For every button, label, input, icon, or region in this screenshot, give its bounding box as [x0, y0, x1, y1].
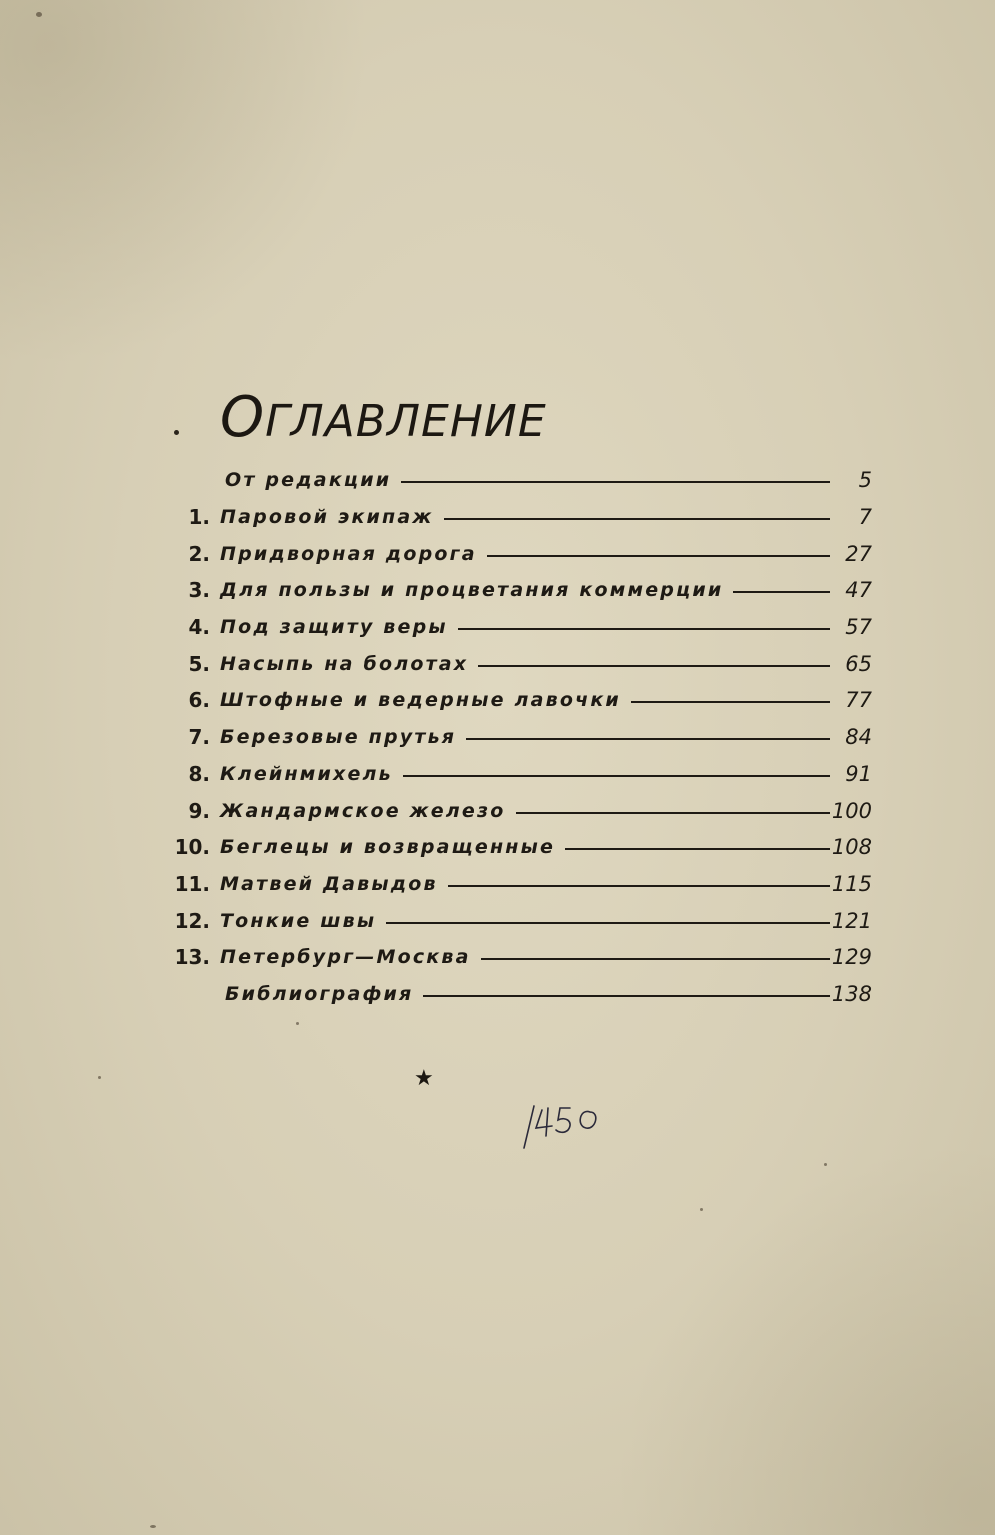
toc-leader-line — [444, 518, 830, 520]
toc-entry — [160, 902, 880, 939]
toc-entry-page: 47 — [845, 578, 872, 603]
toc-leader-line — [403, 775, 830, 777]
toc-entry-page: 7 — [858, 505, 872, 530]
toc-leader-line — [448, 885, 830, 887]
toc-entry — [160, 756, 880, 793]
toc-entry — [160, 976, 880, 1013]
star-ornament: ★ — [414, 1066, 434, 1091]
toc-entry-title: Клейнмихель — [220, 762, 393, 785]
paper-speck — [700, 1208, 703, 1211]
toc-entry-page: 84 — [845, 725, 872, 750]
toc-entry-number: 6. — [188, 688, 210, 713]
toc-entry-page: 121 — [831, 908, 872, 933]
toc-entry-title: Под защиту веры — [220, 616, 448, 639]
toc-entry-number: 1. — [188, 505, 210, 530]
toc-entry — [160, 792, 880, 829]
toc-entry-number: 7. — [188, 725, 210, 750]
toc-entry-number: 8. — [188, 761, 210, 786]
heading-rest: ГЛАВЛЕНИЕ — [265, 396, 547, 447]
toc-entry-title: Петербург—Москва — [220, 946, 471, 969]
toc-entry-page: 91 — [845, 761, 872, 786]
paper-speck — [824, 1163, 827, 1166]
toc-entry-page: 65 — [845, 651, 872, 676]
toc-entry-page: 138 — [831, 981, 872, 1006]
paper-speck — [296, 1022, 299, 1025]
toc-entry — [160, 535, 880, 572]
toc-entry — [160, 499, 880, 536]
toc-entry-title: Штофные и ведерные лавочки — [220, 689, 621, 712]
toc-leader-line — [423, 995, 830, 997]
toc-entry-number: 10. — [174, 835, 210, 860]
table-of-contents — [160, 462, 880, 1012]
toc-leader-line — [487, 555, 830, 557]
toc-entry-title: Жандармское железо — [220, 799, 506, 822]
toc-entry-title: Матвей Давыдов — [220, 872, 438, 895]
toc-entry-title: Для пользы и процветания коммерции — [220, 579, 724, 602]
toc-entry-title: От редакции — [225, 469, 392, 492]
toc-leader-line — [466, 738, 830, 740]
toc-entry-page: 100 — [831, 798, 872, 823]
paper-speck — [36, 12, 42, 17]
toc-entry-number: 3. — [188, 578, 210, 603]
toc-leader-line — [631, 701, 830, 703]
toc-entry-title: Березовые прутья — [220, 726, 457, 749]
toc-entry-number: 11. — [174, 871, 210, 896]
toc-leader-line — [401, 481, 830, 483]
toc-entry — [160, 682, 880, 719]
toc-entry-title: Беглецы и возвращенные — [220, 836, 556, 859]
toc-entry — [160, 829, 880, 866]
toc-leader-line — [478, 665, 830, 667]
toc-entry-number: 4. — [188, 615, 210, 640]
toc-entry — [160, 719, 880, 756]
toc-leader-line — [458, 628, 830, 630]
toc-entry-page: 27 — [845, 541, 872, 566]
heading-initial: О — [220, 385, 266, 450]
toc-entry-title: Насыпь на болотах — [220, 652, 469, 675]
paper-speck — [150, 1525, 156, 1528]
toc-leader-line — [481, 958, 830, 960]
handwritten-note — [520, 1098, 620, 1158]
toc-entry-page: 115 — [831, 871, 872, 896]
toc-entry-number: 5. — [188, 651, 210, 676]
toc-leader-line — [516, 812, 830, 814]
toc-entry-page: 108 — [831, 835, 872, 860]
toc-leader-line — [386, 922, 830, 924]
toc-entry-page: 57 — [845, 615, 872, 640]
toc-entry — [160, 939, 880, 976]
toc-entry-page: 77 — [845, 688, 872, 713]
toc-entry-page: 5 — [858, 468, 872, 493]
toc-entry-page: 129 — [831, 945, 872, 970]
toc-entry-number: 13. — [174, 945, 210, 970]
toc-entry-title: Тонкие швы — [220, 909, 377, 932]
toc-entry-number: 12. — [174, 908, 210, 933]
toc-entry — [160, 645, 880, 682]
ink-dot — [174, 430, 179, 435]
toc-entry-title: Паровой экипаж — [220, 506, 434, 529]
toc-entry-title: Придворная дорога — [220, 542, 477, 565]
toc-entry — [160, 866, 880, 903]
toc-leader-line — [565, 848, 830, 850]
toc-entry — [160, 609, 880, 646]
toc-entry-number: 9. — [188, 798, 210, 823]
toc-entry-title: Библиография — [225, 982, 414, 1005]
toc-entry — [160, 572, 880, 609]
toc-entry-number: 2. — [188, 541, 210, 566]
page-heading — [220, 385, 547, 450]
toc-entry — [160, 462, 880, 499]
paper-speck — [98, 1076, 101, 1079]
